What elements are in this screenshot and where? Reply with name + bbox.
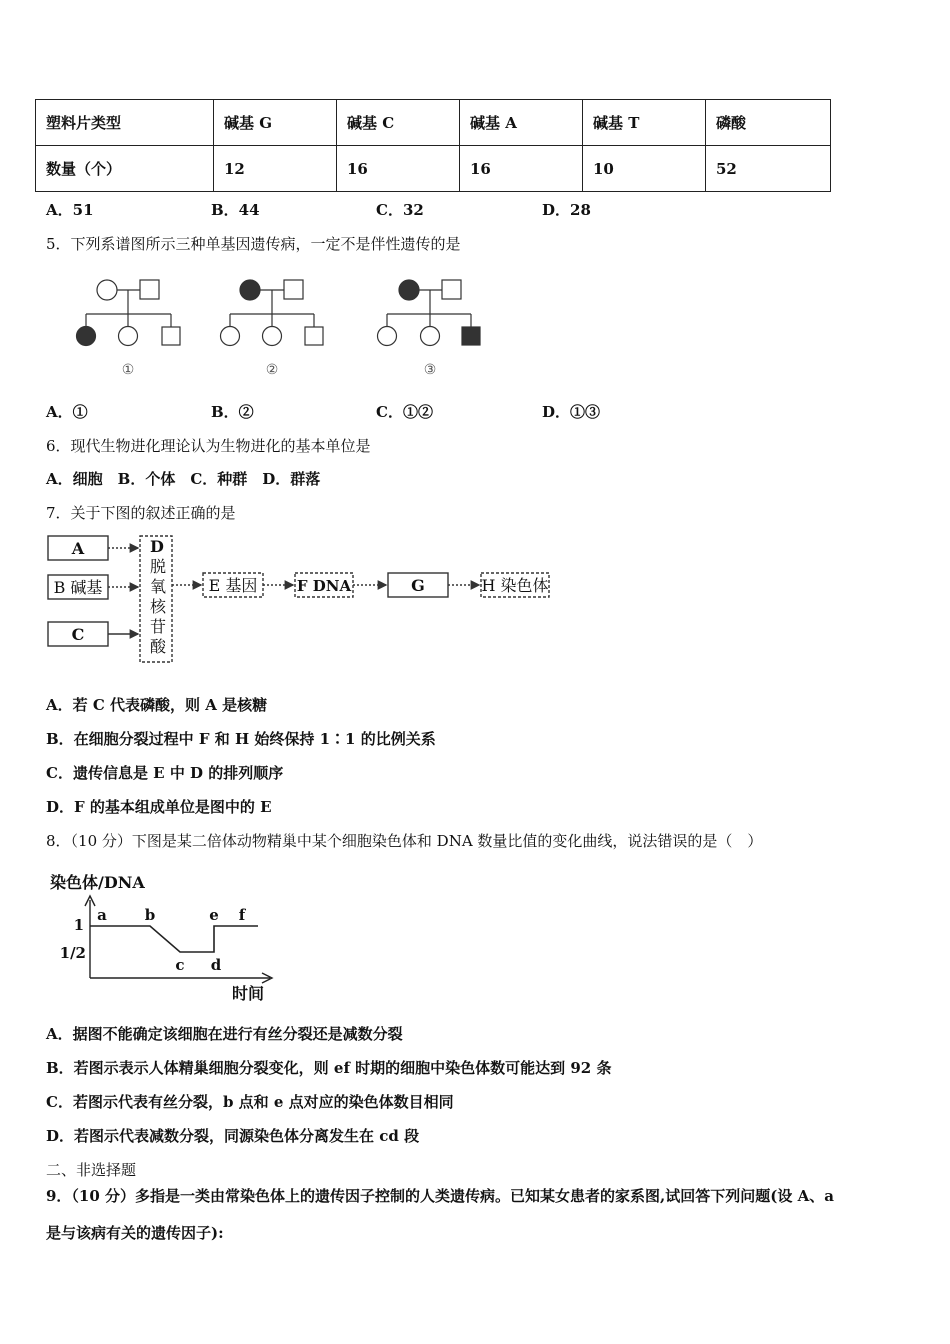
table-cell: 16 — [337, 146, 460, 192]
q8-option-d[interactable]: D．若图示代表减数分裂，同源染色体分离发生在 cd 段 — [46, 1127, 420, 1145]
pedigree-diagrams — [60, 270, 500, 385]
pedigree-label-2: ② — [265, 362, 279, 378]
q7-stem: 7．关于下图的叙述正确的是 — [46, 504, 236, 522]
box-e-label: E 基因 — [208, 576, 258, 595]
table-header-row — [36, 100, 831, 146]
box-b-label: B 碱基 — [53, 578, 103, 597]
chart-point-label-e: e — [209, 906, 219, 924]
table-cell: 52 — [706, 146, 831, 192]
pedigree-2-son — [305, 327, 323, 345]
pedigree-2-affected-mother — [240, 280, 260, 300]
box-g-label: G — [411, 576, 425, 595]
q9-stem-line1: 9．（10 分）多指是一类由常染色体上的遗传因子控制的人类遗传病。已知某女患者的家系图,试回答下列问题(设 A、a — [46, 1187, 834, 1205]
table-cell: 磷酸 — [706, 100, 831, 146]
chart-point-label-a: a — [97, 906, 107, 924]
chart-xlabel: 时间 — [231, 984, 265, 1003]
chart-series-line — [90, 926, 258, 952]
box-d-char: 核 — [150, 597, 167, 616]
pedigree-1-daughter — [119, 327, 138, 346]
q4-option-b[interactable]: B．44 — [211, 201, 260, 219]
box-d-char: D — [150, 537, 164, 556]
chart-point-label-b: b — [144, 906, 156, 924]
q6-options[interactable]: A．细胞 B．个体 C．种群 D．群落 — [46, 470, 321, 488]
section-heading: 二、非选择题 — [46, 1161, 137, 1179]
pedigree-label-1: ① — [121, 362, 135, 378]
pedigree-2-daughter — [221, 327, 240, 346]
pedigree-label-3: ③ — [423, 362, 437, 378]
q5-option-b[interactable]: B．② — [211, 403, 254, 421]
q5-option-c[interactable]: C．①② — [376, 403, 433, 421]
pedigree-2-father — [284, 280, 303, 299]
chart-ytick-half: 1/2 — [59, 944, 86, 962]
chart-ylabel: 染色体/DNA — [50, 873, 145, 892]
box-d-char: 氧 — [150, 577, 167, 596]
q4-option-a[interactable]: A．51 — [46, 201, 94, 219]
pedigree-1-father — [140, 280, 159, 299]
pedigree-1 — [77, 280, 181, 346]
table-cell: 碱基 C — [337, 100, 460, 146]
chart-point-label-f: f — [238, 906, 246, 924]
pedigree-1-son — [162, 327, 180, 345]
pedigree-2 — [221, 280, 324, 346]
q5-stem: 5．下列系谱图所示三种单基因遗传病，一定不是伴性遗传的是 — [46, 235, 461, 253]
q8-option-a[interactable]: A．据图不能确定该细胞在进行有丝分裂还是减数分裂 — [46, 1025, 403, 1043]
table-cell: 碱基 A — [460, 100, 583, 146]
box-d-char: 苷 — [150, 617, 167, 636]
q5-option-a[interactable]: A．① — [46, 403, 88, 421]
box-a-label: A — [71, 539, 85, 558]
box-d-char: 酸 — [150, 637, 167, 656]
pedigree-1-mother — [97, 280, 117, 300]
box-h-label: H 染色体 — [481, 576, 549, 595]
pedigree-2-daughter — [263, 327, 282, 346]
chart-point-label-c: c — [175, 956, 185, 974]
pedigree-3-daughter — [421, 327, 440, 346]
q7-option-d[interactable]: D．F 的基本组成单位是图中的 E — [46, 798, 272, 816]
pedigree-1-affected-daughter — [77, 327, 96, 346]
table-cell: 塑料片类型 — [36, 100, 214, 146]
q7-option-c[interactable]: C．遗传信息是 E 中 D 的排列顺序 — [46, 764, 284, 782]
pedigree-3-affected-son — [462, 327, 480, 345]
q8-option-b[interactable]: B．若图示表示人体精巢细胞分裂变化，则 ef 时期的细胞中染色体数可能达到 92 条 — [46, 1059, 612, 1077]
pedigree-3-affected-mother — [399, 280, 419, 300]
q4-option-c[interactable]: C．32 — [376, 201, 424, 219]
pedigree-3-father — [442, 280, 461, 299]
q9-stem-line2: 是与该病有关的遗传因子): — [46, 1224, 224, 1242]
ratio-line-chart — [48, 866, 288, 1006]
pedigree-3 — [378, 280, 481, 346]
q7-option-b[interactable]: B．在细胞分裂过程中 F 和 H 始终保持 1∶1 的比例关系 — [46, 730, 436, 748]
concept-flow-diagram — [40, 530, 560, 668]
box-c-label: C — [71, 625, 85, 644]
q8-stem: 8．（10 分）下图是某二倍体动物精巢中某个细胞染色体和 DNA 数量比值的变化曲线，说法错误的是（ ） — [46, 832, 763, 850]
q8-option-c[interactable]: C．若图示代表有丝分裂，b 点和 e 点对应的染色体数目相同 — [46, 1093, 454, 1111]
q7-option-a[interactable]: A．若 C 代表磷酸，则 A 是核糖 — [46, 696, 268, 714]
table-cell: 12 — [214, 146, 337, 192]
pedigree-3-daughter — [378, 327, 397, 346]
q6-stem: 6．现代生物进化理论认为生物进化的基本单位是 — [46, 437, 371, 455]
box-f-label: F DNA — [296, 577, 352, 595]
table-cell: 碱基 G — [214, 100, 337, 146]
table-row — [36, 146, 831, 192]
base-count-table — [35, 99, 831, 192]
table-cell: 16 — [460, 146, 583, 192]
chart-point-label-d: d — [210, 956, 222, 974]
q5-option-d[interactable]: D．①③ — [542, 403, 601, 421]
q4-option-d[interactable]: D．28 — [542, 201, 591, 219]
table-cell: 数量（个） — [36, 146, 214, 192]
table-cell: 碱基 T — [583, 100, 706, 146]
box-d-char: 脱 — [150, 557, 167, 576]
table-cell: 10 — [583, 146, 706, 192]
chart-ytick-1: 1 — [73, 916, 84, 934]
